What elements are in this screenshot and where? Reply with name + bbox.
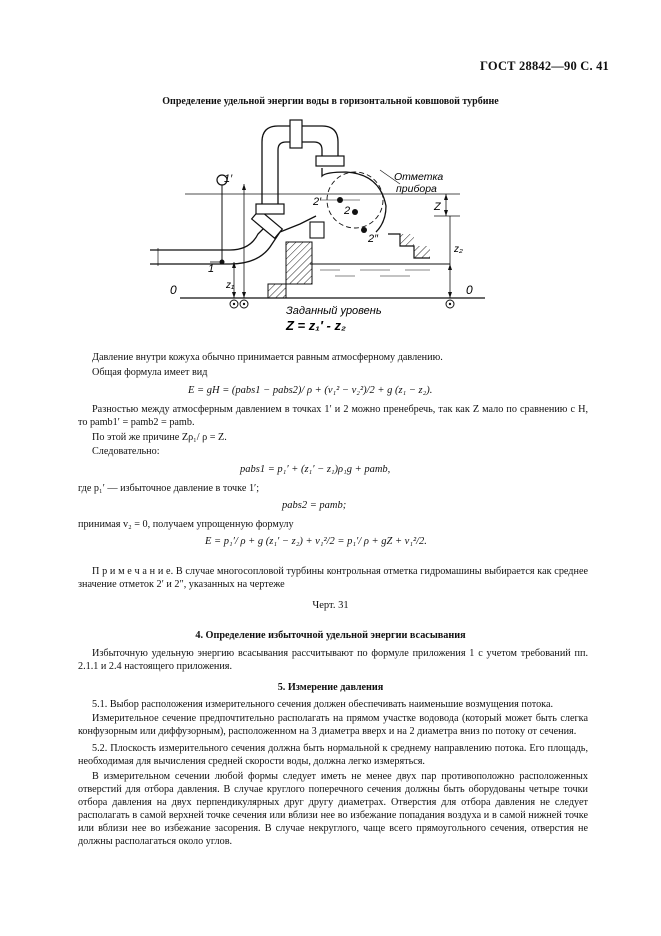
label-2-prime: 2′: [313, 196, 322, 208]
page-header: ГОСТ 28842—90 С. 41: [480, 59, 609, 73]
turbine-diagram: [150, 112, 510, 337]
formula-pabs2: pabs2 = pamb;: [282, 500, 347, 511]
formula-pabs1: pabs1 = p₁′ + (z₁′ − z₁)ρ₁g + pamb,: [240, 464, 391, 475]
mark-label-line1: Отметка: [394, 171, 444, 183]
formula-energy: E = gH = (pabs1 − pabs2)/ ρ + (v₁² − v₂²)/2 + g (z₁ − z₂).: [188, 385, 433, 396]
level-label: Заданный уровень: [286, 305, 382, 317]
label-2: 2: [344, 205, 351, 217]
note: П р и м е ч а н и е. В случае многосопловой турбины контрольная отметка гидромашины выбирается как среднее значение отметок 2′ и 2″, указанных на чертеже: [78, 566, 588, 590]
label-z2: z₂: [454, 244, 463, 255]
level-formula: Z = z₁′ - z₂: [286, 318, 346, 333]
label-1-prime: 1′: [224, 173, 233, 185]
figure-caption: Черт. 31: [312, 600, 349, 611]
paragraph-therefore: Следовательно:: [92, 446, 160, 457]
label-zero-right: 0: [466, 283, 473, 297]
section-4-paragraph: Избыточную удельную энергию всасывания рассчитывают по формуле приложения 1 с учетом требований пп. 2.1.1 и 2.4 настоящего приложения.: [78, 648, 588, 672]
paragraph-general-formula: Общая формула имеет вид: [92, 367, 208, 378]
label-z: Z: [434, 201, 441, 213]
section-5-2: 5.2. Плоскость измерительного сечения должна быть нормальной к среднему направлению потока. Его площадь, необходимая для вычисления средней скорости воды, должна легко измеряться.: [78, 743, 588, 767]
label-zero-left: 0: [170, 283, 177, 297]
label-z1: z₁: [226, 280, 235, 291]
section-4-title: 4. Определение избыточной удельной энергии всасывания: [195, 630, 466, 641]
mark-label-line2: прибора: [396, 183, 437, 195]
label-2-double: 2″: [368, 233, 379, 245]
section-5-2-detail: В измерительном сечении любой формы следует иметь не менее двух пар противоположно расположенных отверстий для отбора давления. В случае круглого поперечного сечения должны быть оборудованы четыре точки отбора давления на двух перпендикулярных друг другу диаметрах. Отверстия для отбора давления не следует располагать в самой верхней точке сечения или вблизи нее во избежание попадания воздуха и в самой нижней точке или вблизи нее во избежание засорения. В случае некруглого, чаще всего прямоугольного сечения, отверстия не должны располагаться около углов.: [78, 771, 588, 847]
paragraph-same-reason: По этой же причине Zρ₁/ ρ = Z.: [92, 432, 227, 443]
section-5-1: 5.1. Выбор расположения измерительного сечения должен обеспечивать наименьшие возмущения потока.: [92, 699, 554, 710]
figure-title: Определение удельной энергии воды в горизонтальной ковшовой турбине: [162, 96, 499, 107]
section-5-1-detail: Измерительное сечение предпочтительно располагать на прямом участке водовода (который может быть слегка конфузорным или диффузорным), расположенном на 3 диаметра вверх и на 2 диаметра вниз по потоку от сечения.: [78, 713, 588, 737]
paragraph-where: где p₁′ — избыточное давление в точке 1′;: [78, 483, 260, 494]
section-5-title: 5. Измерение давления: [277, 682, 384, 693]
formula-simplified: E = p₁′/ ρ + g (z₁′ − z₂) + v₁²/2 = p₁′/ ρ + gZ + v₁²/2.: [205, 536, 427, 547]
label-1: 1: [208, 263, 215, 275]
paragraph-atm-difference: Разностью между атмосферным давлением в точках 1′ и 2 можно пренебречь, так как Z мало по сравнению с H, то pamb1′ = pamb2 = pamb.: [78, 404, 588, 428]
paragraph-casing-pressure: Давление внутри кожуха обычно принимается равным атмосферному давлению.: [92, 352, 443, 363]
paragraph-simplified: принимая v₂ = 0, получаем упрощенную формулу: [78, 519, 294, 530]
